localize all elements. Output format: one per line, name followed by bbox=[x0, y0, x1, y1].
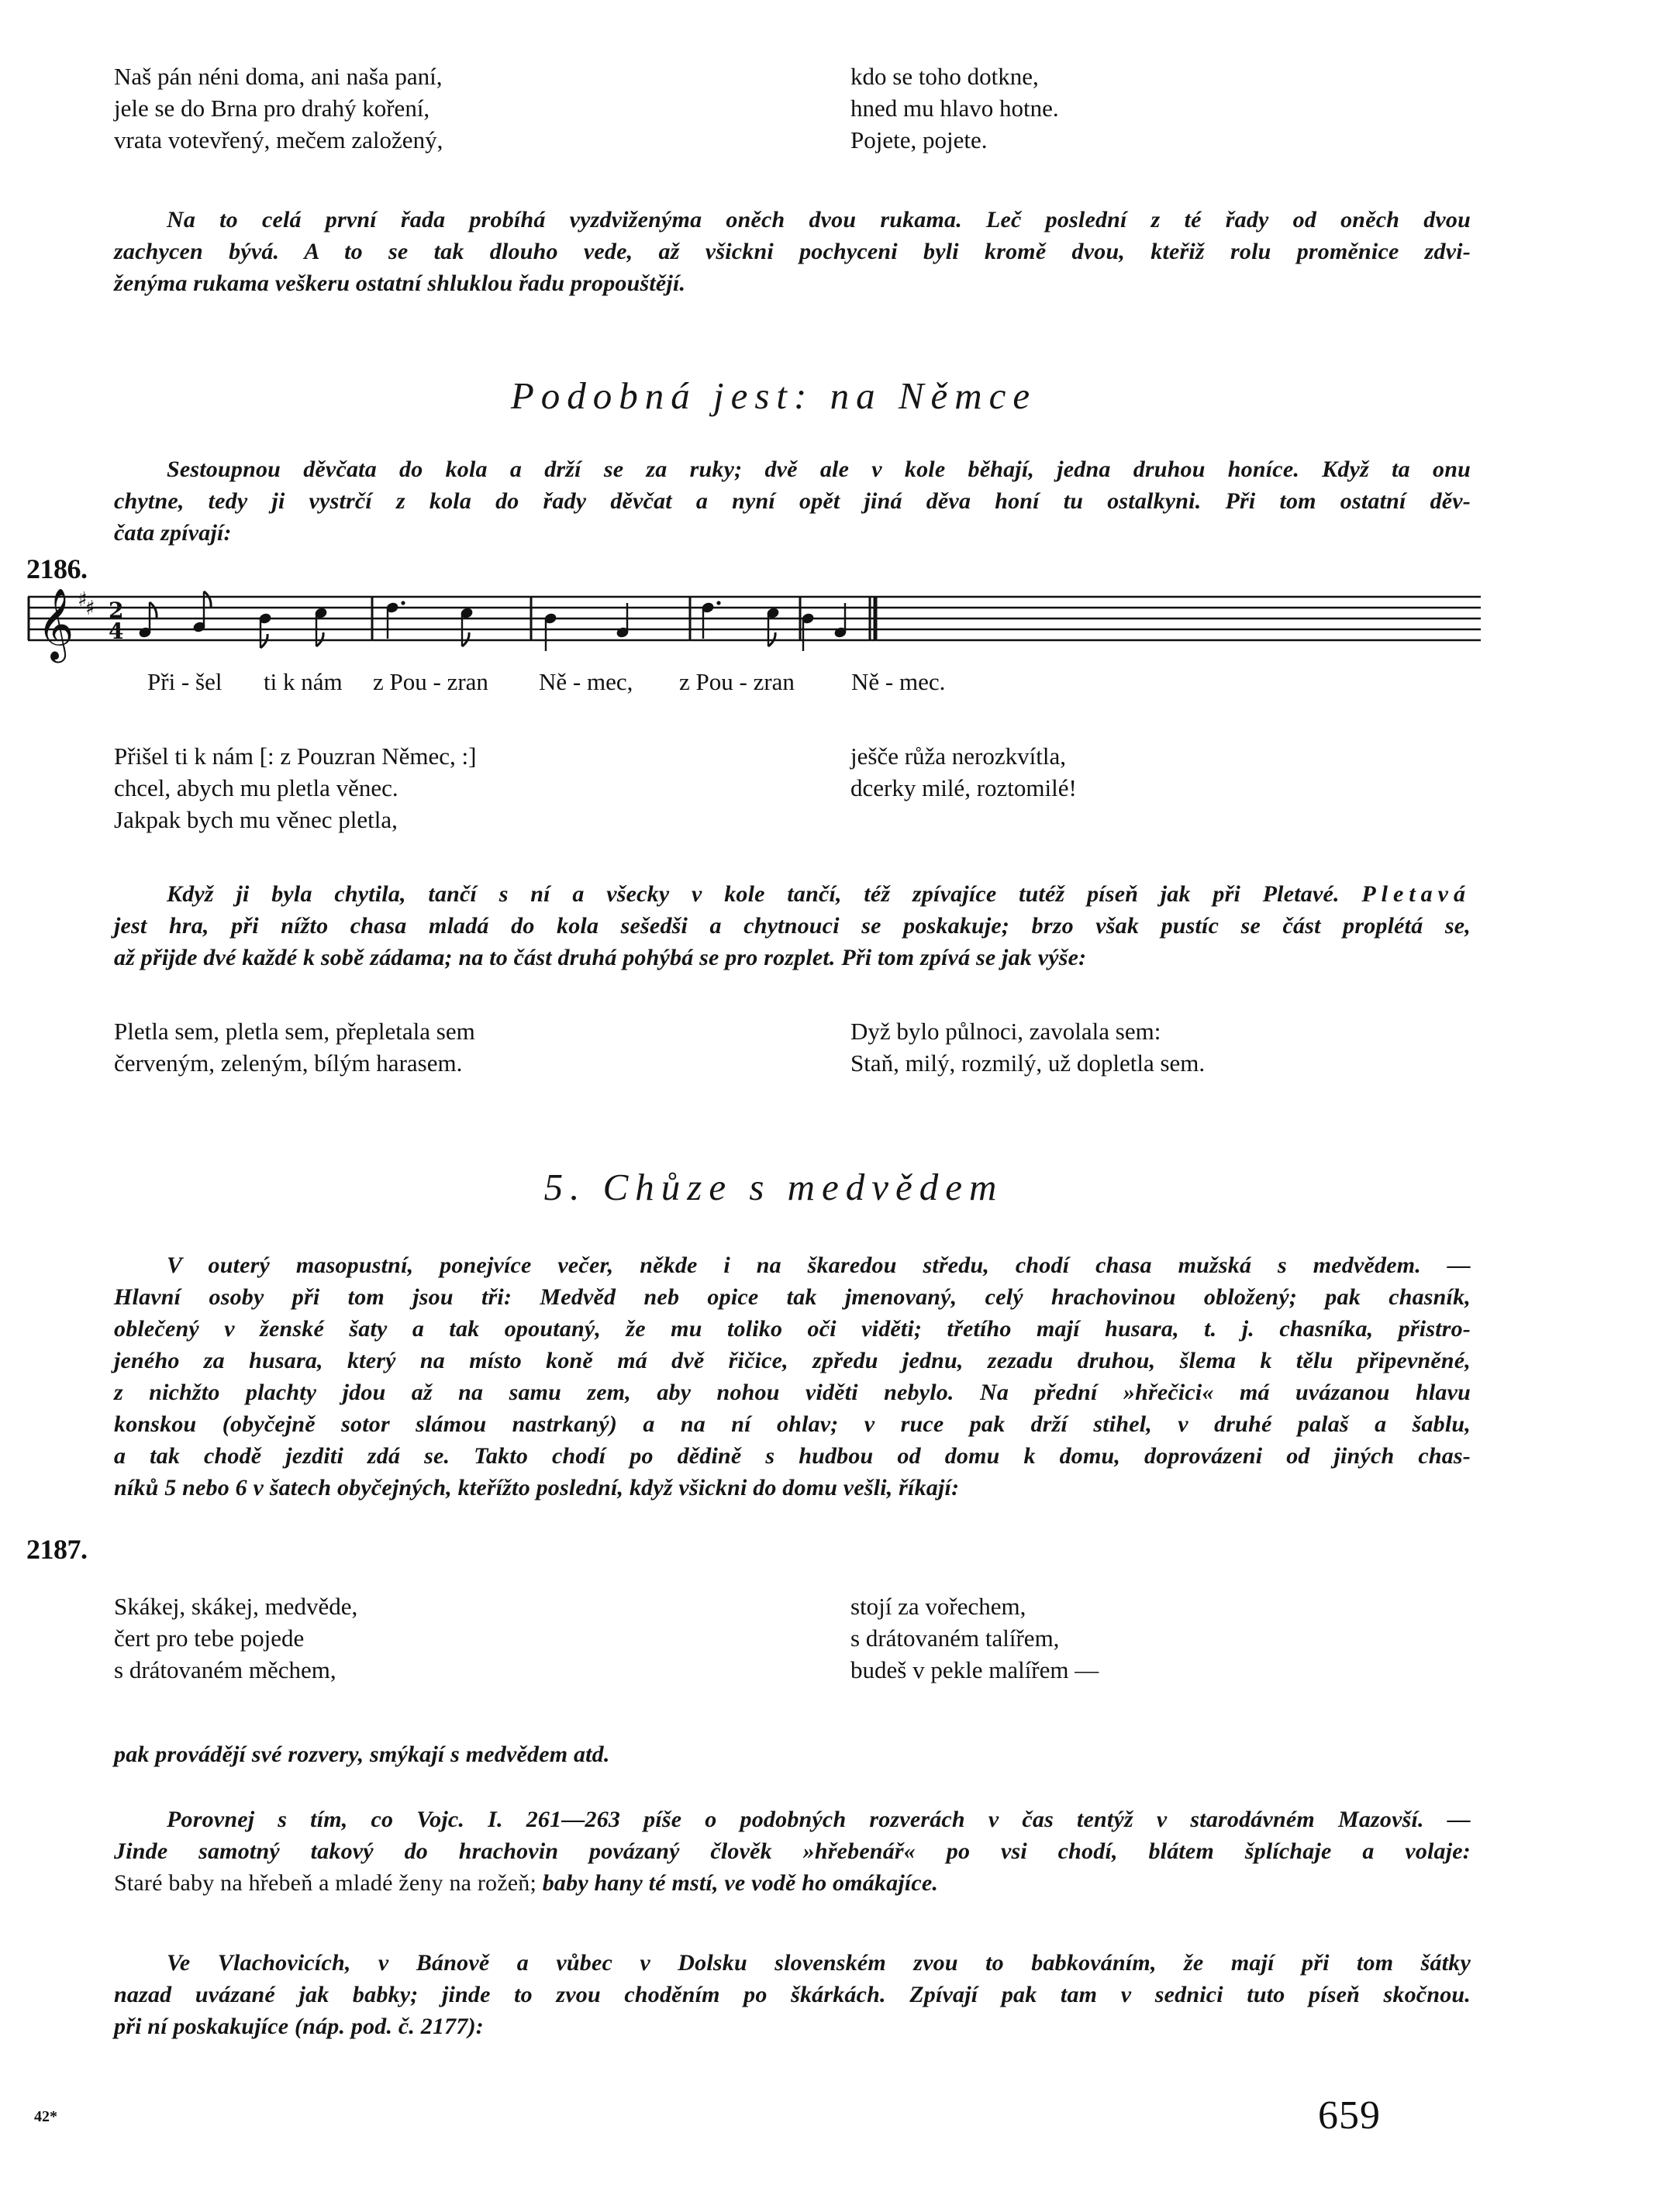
note bbox=[802, 612, 815, 651]
prose-line: jest hra, při nížto chasa mladá do kola sešedši a chytnouci se poskakuje; brzo však pustíc se část proplétá se, bbox=[114, 913, 1471, 939]
verse-pletla-left bbox=[114, 1015, 475, 1079]
music-staff-2186 bbox=[23, 583, 1489, 668]
prose-text: Když ji byla chytila, tančí s ní a všecky v kole tančí, též zpívajíce tutéž píseň jak při Pletavé. bbox=[167, 881, 1362, 907]
verse-line: jele se do Brna pro drahý koření, bbox=[114, 95, 430, 122]
prose-line: Sestoupnou děvčata do kola a drží se za ruky; dvě ale v kole běhají, jedna druhou honíce. Když ta onu bbox=[167, 457, 1471, 482]
lyric-syllable: ti k nám bbox=[264, 668, 343, 695]
song-number-2187: 2187. bbox=[26, 1534, 88, 1565]
printer-signature: 42* bbox=[34, 2108, 57, 2125]
verse-line: červeným, zeleným, bílým harasem. bbox=[114, 1049, 463, 1077]
verse-line: budeš v pekle malířem — bbox=[850, 1656, 1099, 1683]
verse-line: Naš pán néni doma, ani naša paní, bbox=[114, 63, 443, 90]
lyric-syllable: z Pou - zran bbox=[679, 668, 795, 695]
verse-medved-left bbox=[114, 1590, 357, 1686]
verse-line: dcerky milé, roztomilé! bbox=[850, 774, 1077, 801]
note bbox=[386, 601, 405, 639]
prose-line: jeného za husara, který na místo koně má dvě řičice, zpředu jednu, zezadu druhou, šlema k tělu připevněné, bbox=[114, 1348, 1471, 1373]
verse-line: Staň, milý, rozmilý, už dopletla sem. bbox=[850, 1049, 1206, 1077]
prose-line: Ve Vlachovicích, v Bánově a vůbec v Dolsku slovenském zvou to babkováním, že mají při tom šátky bbox=[167, 1950, 1471, 1976]
prose-line: pak provádějí své rozvery, smýkají s medvědem atd. bbox=[114, 1742, 610, 1767]
paragraph-pletava bbox=[114, 878, 1471, 973]
sharp-icon: ♯ bbox=[78, 588, 88, 612]
time-signature-top: 2 bbox=[109, 598, 124, 623]
verse-line: stojí za vořechem, bbox=[850, 1593, 1026, 1620]
verse-line: Jakpak bych mu věnec pletla, bbox=[114, 806, 398, 833]
prose-line: oblečený v ženské šaty a tak opoutaný, že mu toliko oči viděti; třetího mají husara, t. j. chasníka, přistro- bbox=[114, 1316, 1471, 1342]
note bbox=[702, 601, 721, 639]
prose-line: konskou (obyčejně sotor slámou nastrkaný) a na ní ohlav; v ruce pak drží stihel, v druhé palaš a šablu, bbox=[114, 1411, 1471, 1437]
paragraph-na-nemce bbox=[114, 453, 1471, 549]
spaced-term-pletava: Pletavá bbox=[1361, 881, 1471, 907]
prose-line: ženýma rukama veškeru ostatní shluklou řadu propouštějí. bbox=[114, 270, 686, 296]
verse-line: Pojete, pojete. bbox=[850, 126, 988, 153]
quoted-saying: Staré baby na hřebeň a mladé ženy na rožeň; bbox=[114, 1870, 537, 1896]
treble-clef-icon: 𝄞 bbox=[37, 587, 74, 660]
prose-line: při ní poskakujíce (náp. pod. č. 2177): bbox=[114, 2014, 484, 2039]
prose-line: nazad uvázané jak babky; jinde to zvou choděním po škárkách. Zpívají pak tam v sednici tuto píseň skočnou. bbox=[114, 1982, 1471, 2007]
prose-text: baby hany té mstí, ve vodě ho omákajíce. bbox=[536, 1870, 939, 1896]
verse-line: kdo se toho dotkne, bbox=[850, 63, 1039, 90]
prose-line: Jinde samotný takový do hrachovin povázaný člověk »hřebenář« po vsi chodí, blátem šplíchaje a volaje: bbox=[114, 1838, 1471, 1864]
prose-line: Na to celá první řada probíhá vyzdviženýma oněch dvou rukama. Leč poslední z té řady od oněch dvou bbox=[167, 207, 1471, 233]
paragraph-vlachovice bbox=[114, 1947, 1471, 2042]
prose-line bbox=[114, 1867, 1471, 1899]
paragraph-medved bbox=[114, 1249, 1471, 1504]
verse-line: s drátovaném měchem, bbox=[114, 1656, 336, 1683]
song-number-2186: 2186. bbox=[26, 553, 88, 584]
verse-line: chcel, abych mu pletla věnec. bbox=[114, 774, 398, 801]
paragraph-dance-description bbox=[114, 204, 1471, 299]
top-verse-right bbox=[850, 60, 1059, 156]
prose-line bbox=[114, 878, 1471, 910]
verse-line: hned mu hlavo hotne. bbox=[850, 95, 1059, 122]
prose-line: níků 5 nebo 6 v šatech obyčejných, kteřížto poslední, když všickni do domu vešli, říkají: bbox=[114, 1475, 960, 1501]
prose-line: V outerý masopustní, ponejvíce večer, někde i na škaredou středu, chodí chasa mužská s medvědem. — bbox=[167, 1252, 1471, 1278]
verse-line: čert pro tebe pojede bbox=[114, 1625, 305, 1652]
paragraph-porovnej bbox=[114, 1804, 1471, 1899]
prose-line: čata zpívají: bbox=[114, 520, 232, 546]
paragraph-rozvery bbox=[114, 1738, 1471, 1770]
time-signature-bottom: 4 bbox=[109, 618, 124, 644]
verse-line: Přišel ti k nám [: z Pouzran Němec, :] bbox=[114, 743, 477, 770]
lyric-syllable: Ně - mec, bbox=[539, 668, 633, 695]
verse-line: Pletla sem, pletla sem, přepletala sem bbox=[114, 1018, 475, 1045]
verse-line: Skákej, skákej, medvěde, bbox=[114, 1593, 358, 1620]
section-heading-na-nemce: Podobná jest: na Němce bbox=[510, 374, 1037, 417]
prose-line: zachycen bývá. A to se tak dlouho vede, až všickni pochyceni byli kromě dvou, kteřiž rolu proměnice zdvi- bbox=[114, 239, 1471, 264]
verse-line: ješče růža nerozkvítla, bbox=[850, 743, 1066, 770]
lyric-syllable: z Pou - zran bbox=[373, 668, 488, 695]
lyric-syllable: Ně - mec. bbox=[851, 668, 946, 695]
top-verse-left bbox=[114, 60, 443, 156]
verse-medved-right bbox=[850, 1590, 1099, 1686]
verse-line: Dyž bylo půlnoci, zavolala sem: bbox=[850, 1018, 1161, 1045]
verse-line: vrata votevřený, mečem založený, bbox=[114, 126, 443, 153]
page-number: 659 bbox=[1318, 2093, 1381, 2138]
prose-line: Porovnej s tím, co Vojc. I. 261—263 píše o podobných rozverách v čas tentýž v starodávném Mazovší. — bbox=[167, 1807, 1471, 1832]
note bbox=[544, 612, 557, 651]
section-heading-chuze-s-medvedem: 5. Chůze s medvědem bbox=[543, 1166, 1004, 1208]
verse-nemec-left bbox=[114, 740, 476, 836]
prose-line: z nichžto plachty jdou až na samu zem, aby nohou viděti nebylo. Na přední »hřečici« má uvázanou hlavu bbox=[114, 1380, 1471, 1405]
verse-line: s drátovaném talířem, bbox=[850, 1625, 1060, 1652]
lyric-syllable: Při - šel bbox=[147, 668, 223, 695]
prose-line: až přijde dvé každé k sobě zádama; na to část druhá pohýbá se pro rozplet. Při tom zpívá se jak výše: bbox=[114, 945, 1087, 970]
verse-pletla-right bbox=[850, 1015, 1205, 1079]
prose-line: a tak chodě jezditi zdá se. Takto chodí po dědině s hudbou od domu k domu, doprovázeni od jiných chas- bbox=[114, 1443, 1471, 1469]
sharp-icon: ♯ bbox=[85, 597, 95, 620]
staff-lines bbox=[28, 597, 1481, 640]
verse-nemec-right bbox=[850, 740, 1077, 804]
prose-line: Hlavní osoby při tom jsou tři: Medvěd neb opice tak jmenovaný, celý hrachovinou obložený; pak chasník, bbox=[114, 1284, 1471, 1310]
prose-line: chytne, tedy ji vystrčí z kola do řady děvčat a nyní opět jiná děva honí tu ostalkyni. Při tom ostatní děv- bbox=[114, 488, 1471, 514]
